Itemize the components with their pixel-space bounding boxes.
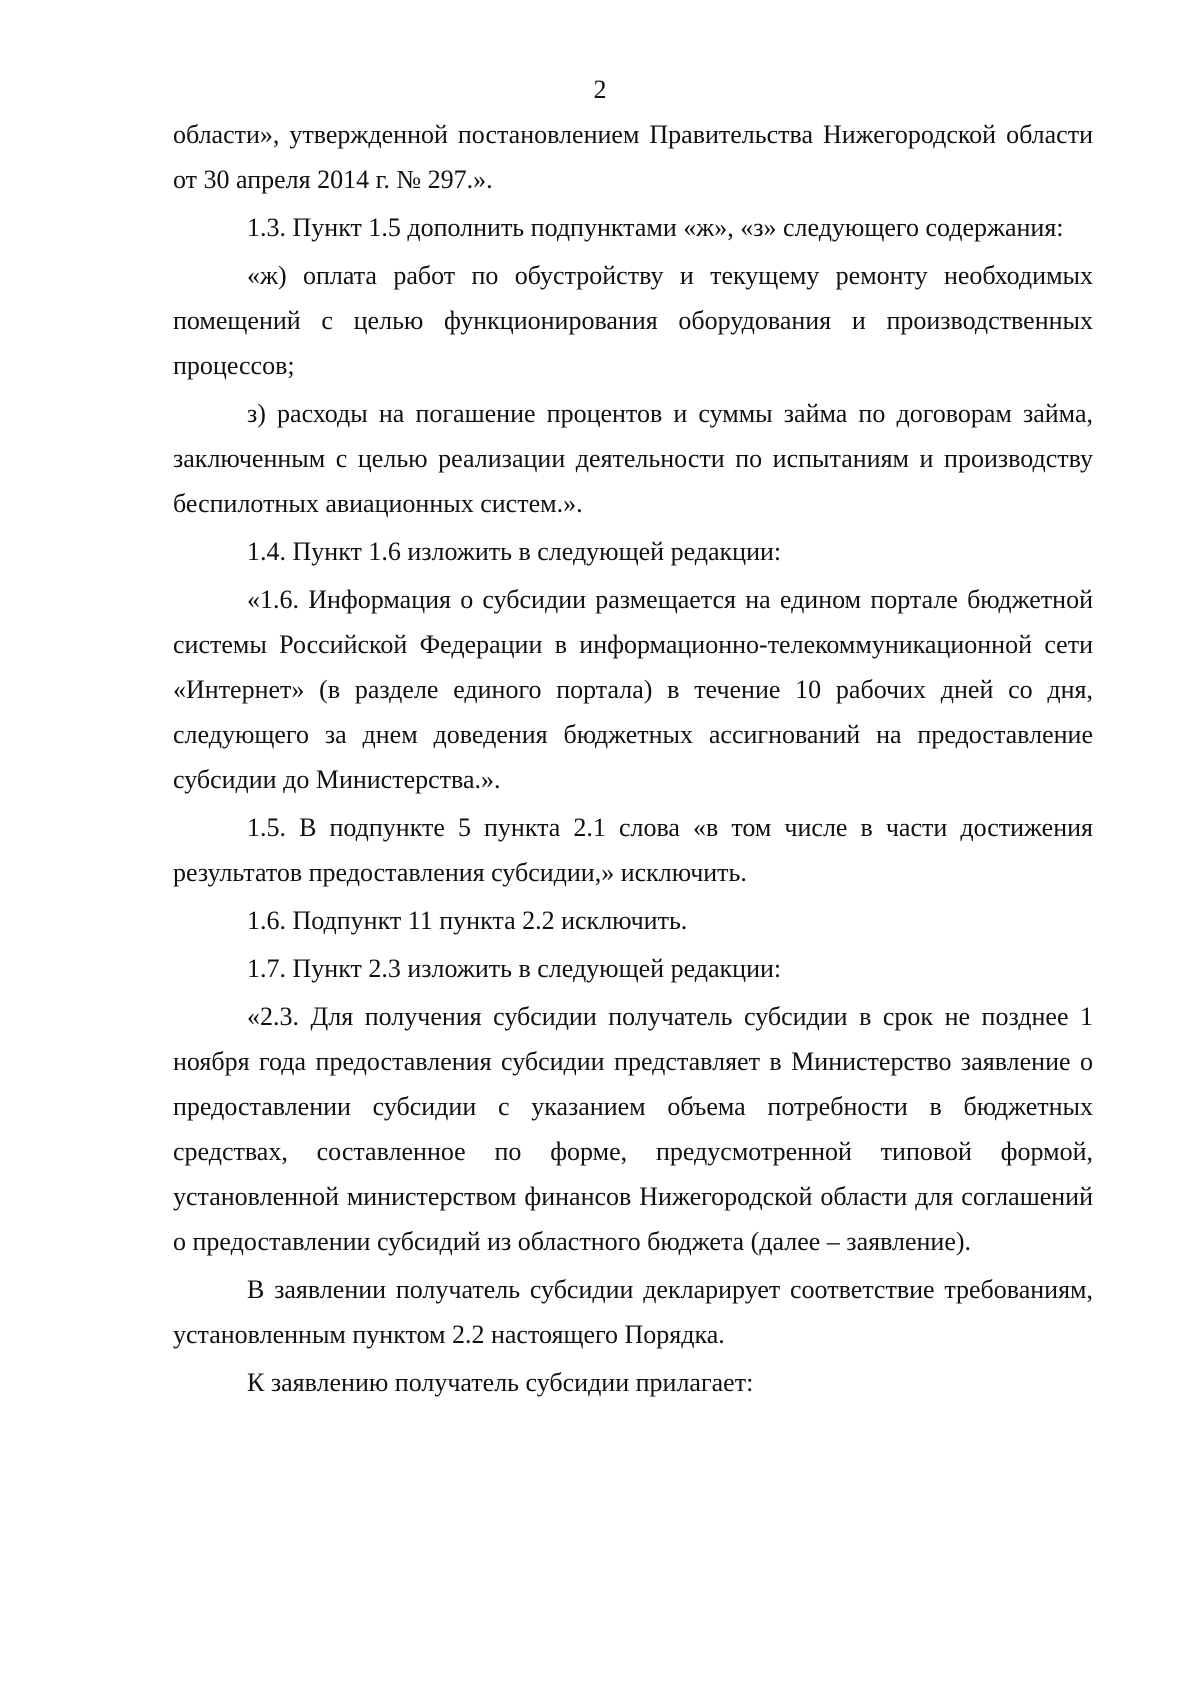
paragraph-12: К заявлению получатель субсидии прилагает:	[247, 1368, 754, 1397]
paragraph-9: 1.7. Пункт 2.3 изложить в следующей редакции:	[247, 954, 782, 983]
paragraph-7: 1.5. В подпункте 5 пункта 2.1 слова «в том числе в части достижения результатов предоставления субсидии,» исключить.	[173, 813, 1093, 887]
page-number: 2	[593, 75, 607, 104]
paragraph-3: «ж) оплата работ по обустройству и текущему ремонту необходимых помещений с целью функционирования оборудования и производственных процессов;	[173, 261, 1093, 380]
paragraph-1: области», утвержденной постановлением Правительства Нижегородской области от 30 апреля 2014 г. № 297.».	[173, 120, 1093, 194]
paragraph-5: 1.4. Пункт 1.6 изложить в следующей редакции:	[247, 537, 782, 566]
paragraph-10: «2.3. Для получения субсидии получатель субсидии в срок не позднее 1 ноября года предоставления субсидии представляет в Министерство заявление о предоставлении субсидии с указанием объема потребности в бюджетных средствах, составленное по форме, предусмотренной типовой формой, установленной министерством финансов Нижегородской области для соглашений о предоставлении субсидий из областного бюджета (далее – заявление).	[173, 1002, 1093, 1256]
paragraph-6: «1.6. Информация о субсидии размещается на едином портале бюджетной системы Российской Федерации в информационно-телекоммуникационной сети «Интернет» (в разделе единого портала) в течение 10 рабочих дней со дня, следующего за днем доведения бюджетных ассигнований на предоставление субсидии до Министерства.».	[173, 585, 1093, 794]
paragraph-11: В заявлении получатель субсидии декларирует соответствие требованиям, установленным пунктом 2.2 настоящего Порядка.	[173, 1275, 1093, 1349]
paragraph-2: 1.3. Пункт 1.5 дополнить подпунктами «ж», «з» следующего содержания:	[247, 213, 1064, 242]
paragraph-4: з) расходы на погашение процентов и суммы займа по договорам займа, заключенным с целью реализации деятельности по испытаниям и производству беспилотных авиационных систем.».	[173, 399, 1093, 518]
document-body	[173, 112, 1093, 1408]
paragraph-8: 1.6. Подпункт 11 пункта 2.2 исключить.	[247, 906, 688, 935]
